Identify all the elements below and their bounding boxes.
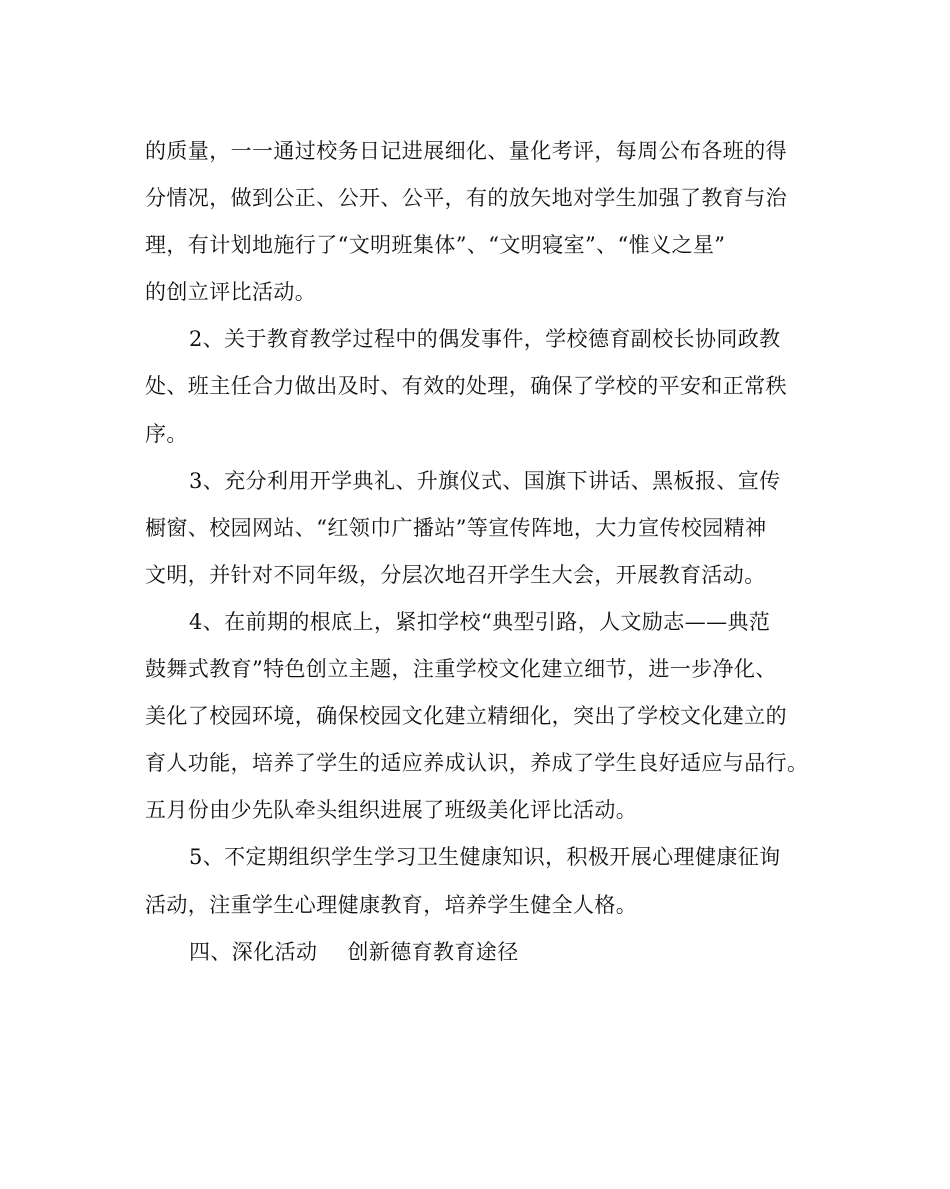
- text-line: 处、班主任合力做出及时、有效的处理，确保了学校的平安和正常秩: [145, 374, 787, 399]
- section-heading: [145, 929, 815, 976]
- document-body: [145, 128, 815, 976]
- text-line: 鼓舞式教育”特色创立主题，注重学校文化建立细节，进一步净化、: [145, 657, 777, 682]
- section-heading-title: 创新德育教育途径: [347, 939, 519, 964]
- text-line: 的质量，一一通过校务日记进展细化、量化考评，每周公布各班的得: [145, 139, 787, 163]
- text-line: 理，有计划地施行了“文明班集体”、“文明寝室”、“惟义之星”: [145, 233, 726, 258]
- text-line: 美化了校园环境，确保校园文化建立精细化，突出了学校文化建立的: [145, 704, 787, 729]
- text-line: 4、在前期的根底上，紧扣学校“典型引路，人文励志——典范: [189, 609, 771, 634]
- section-heading-number: 四、深化活动: [189, 939, 318, 964]
- text-line: 的创立评比活动。: [145, 280, 317, 305]
- text-line: 文明，并针对不同年级，分层次地召开学生大会，开展教育活动。: [145, 562, 766, 587]
- text-line: 五月份由少先队牵头组织进展了班级美化评比活动。: [145, 798, 638, 823]
- text-line: 橱窗、校园网站、“红领巾广播站”等宣传阵地，大力宣传校园精神: [145, 515, 767, 540]
- text-line: 5、不定期组织学生学习卫生健康知识，积极开展心理健康征询: [189, 845, 781, 870]
- text-line: 育人功能，培养了学生的适应养成认识，养成了学生良好适应与品行。: [145, 751, 809, 776]
- text-line: 活动，注重学生心理健康教育，培养学生健全人格。: [145, 892, 638, 917]
- text-line: 分情况，做到公正、公开、公平，有的放矢地对学生加强了教育与治: [145, 186, 787, 211]
- text-line: 序。: [145, 421, 188, 446]
- text-line: 2、关于教育教学过程中的偶发事件，学校德育副校长协同政教: [189, 327, 781, 352]
- text-line: 3、充分利用开学典礼、升旗仪式、国旗下讲话、黑板报、宣传: [189, 468, 781, 493]
